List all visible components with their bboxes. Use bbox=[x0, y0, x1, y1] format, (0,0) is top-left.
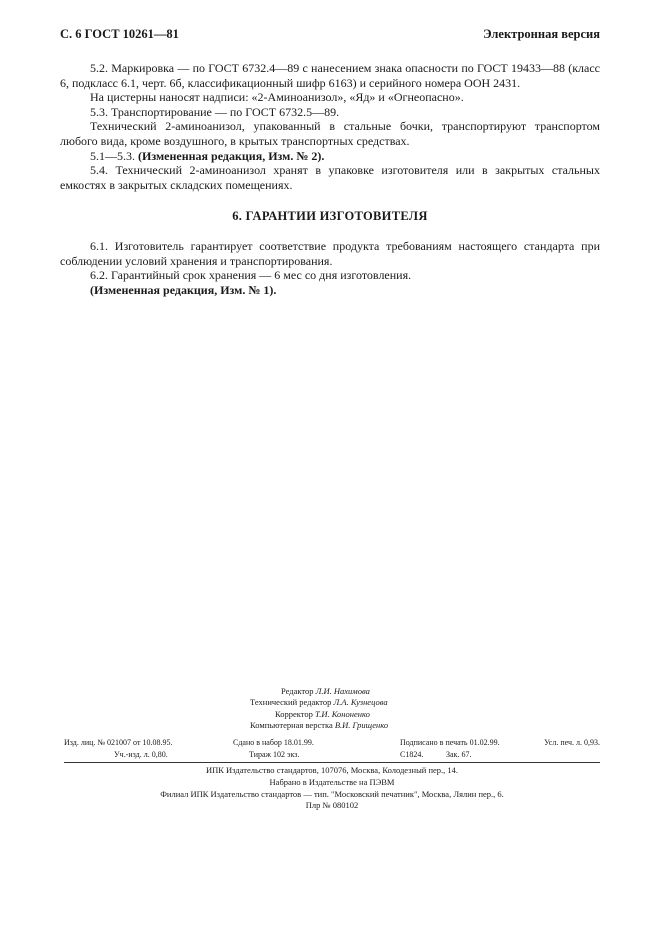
imprint-print-date: Подписано в печать 01.02.99. bbox=[400, 738, 500, 747]
section-title: 6. ГАРАНТИИ ИЗГОТОВИТЕЛЯ bbox=[232, 209, 428, 224]
paragraph-transportation: 5.3. Транспортирование — по ГОСТ 6732.5—89. bbox=[90, 104, 340, 119]
imprint-order: Зак. 67. bbox=[446, 750, 472, 759]
paragraph-warranty: 6.1. Изготовитель гарантирует соответствие продукта требованиям настоящего стандарта при соблюдении условий хранения и транспортирования. bbox=[60, 238, 600, 268]
credit-tech-editor: Технический редактор Л.А. Кузнецова bbox=[250, 697, 388, 708]
electronic-version-label: Электронная версия bbox=[483, 27, 600, 41]
page-header bbox=[60, 27, 600, 43]
imprint-typeset-date: Сдано в набор 18.01.99. bbox=[233, 738, 314, 747]
paragraph-tank-labels: На цистерны наносят надписи: «2-Аминоанизол», «Яд» и «Огнеопасно». bbox=[90, 90, 464, 105]
amendment-2-note: (Измененная редакция, Изм. № 2). bbox=[138, 148, 325, 163]
divider bbox=[64, 762, 600, 763]
paragraph-storage: 5.4. Технический 2-аминоанизол хранят в упаковке изготовителя или в закрытых стальных емкостях в закрытых складских помещениях. bbox=[60, 163, 600, 192]
paragraph-shelf-life: 6.2. Гарантийный срок хранения — 6 мес со дня изготовления. bbox=[90, 268, 412, 283]
imprint-code: С1824. bbox=[400, 750, 424, 759]
paragraph-amendment-1 bbox=[60, 283, 600, 298]
credit-corrector: Корректор Т.И. Кононенко bbox=[275, 708, 370, 719]
paragraph-amendment-2 bbox=[60, 149, 600, 164]
paragraph-transport-conditions: Технический 2-аминоанизол, упакованный в стальные бочки, транспортируют транспортом любого вида, кроме воздушного, в крытых транспортных средствах. bbox=[60, 119, 600, 148]
imprint-row bbox=[64, 737, 600, 749]
amendment-2-ref: 5.1—5.3. bbox=[90, 148, 138, 163]
imprint-license: Изд. лиц. № 021007 от 10.08.95. bbox=[64, 738, 173, 747]
footer-license: Плр № 080102 bbox=[305, 800, 359, 811]
footer-publisher: ИПК Издательство стандартов, 107076, Москва, Колодезный пер., 14. bbox=[205, 765, 459, 775]
imprint-circulation: Тираж 102 экз. bbox=[249, 750, 300, 759]
credit-editor: Редактор Л.И. Нахимова bbox=[281, 686, 370, 696]
page-number-and-standard: С. 6 ГОСТ 10261—81 bbox=[60, 27, 179, 41]
publisher-footer bbox=[64, 765, 600, 812]
paragraph-marking: 5.2. Маркировка — по ГОСТ 6732.4—89 с нанесением знака опасности по ГОСТ 19433—88 (класс 6, подкласс 6.1, черт. 6б, классификационный шифр 6163) и серийного номера ООН 2431. bbox=[60, 61, 600, 90]
credit-layout: Компьютерная верстка В.И. Грищенко bbox=[250, 720, 389, 731]
publication-imprint bbox=[64, 737, 600, 761]
document-body bbox=[60, 61, 600, 297]
imprint-publisher-sheets: Уч.-изд. л. 0,80. bbox=[114, 750, 168, 759]
imprint-row bbox=[64, 749, 600, 761]
amendment-1-note: (Измененная редакция, Изм. № 1). bbox=[90, 282, 277, 297]
imprint-print-sheets: Усл. печ. л. 0,93. bbox=[544, 738, 600, 747]
editorial-credits bbox=[250, 686, 388, 732]
footer-typesetting: Набрано в Издательстве на ПЭВМ bbox=[269, 776, 395, 787]
footer-printer: Филиал ИПК Издательство стандартов — тип. "Московский печатник", Москва, Лялин пер., 6. bbox=[160, 788, 504, 799]
